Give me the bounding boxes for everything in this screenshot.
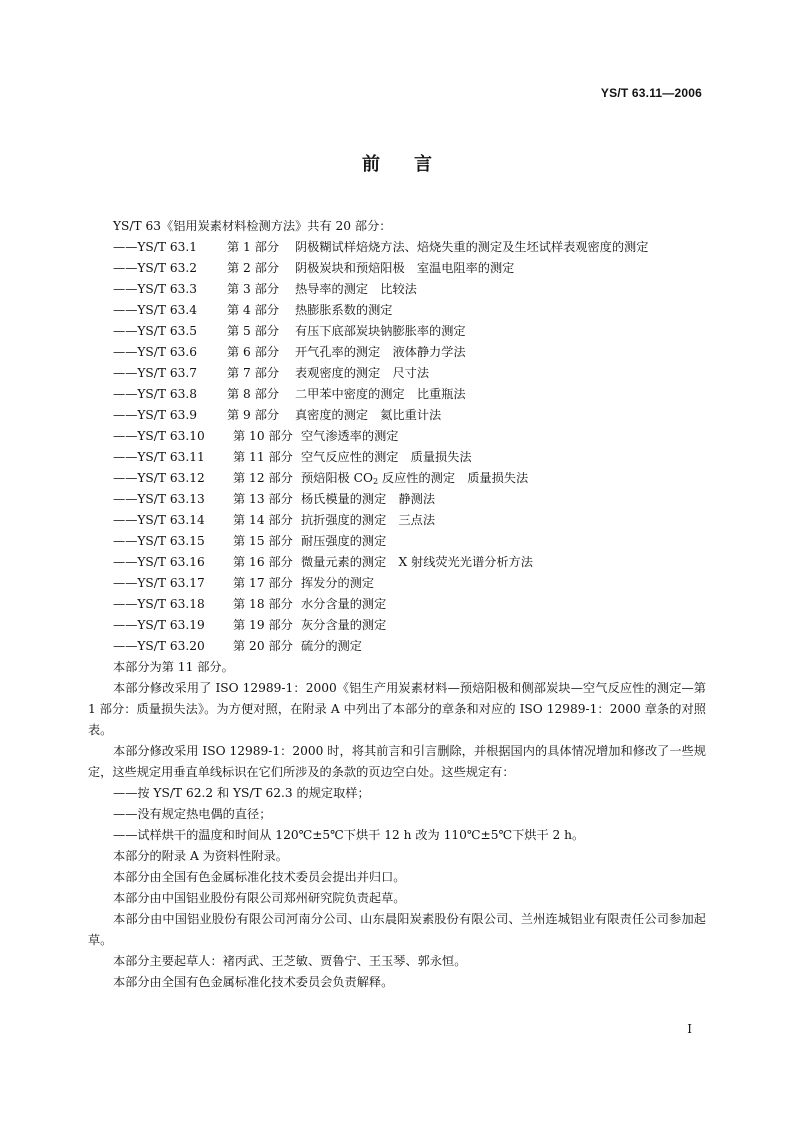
list-item	[88, 342, 706, 363]
part-number: 第 19 部分	[233, 618, 293, 632]
list-item	[88, 510, 706, 531]
part-title: 热导率的测定 比较法	[295, 282, 417, 296]
list-item	[88, 405, 706, 426]
part-code: ——YS/T 63.3	[113, 282, 198, 296]
part-title: 真密度的测定 氦比重计法	[295, 408, 442, 422]
part-number: 第 18 部分	[233, 597, 293, 611]
intro-paragraph: YS/T 63《铝用炭素材料检测方法》共有 20 部分：	[113, 219, 392, 233]
list-item	[88, 447, 706, 468]
standard-code: YS/T 63.11—2006	[600, 86, 702, 100]
part-code: ——YS/T 63.15	[113, 534, 205, 548]
page-number: I	[687, 1022, 692, 1036]
part-code: ——YS/T 63.11	[113, 450, 205, 464]
part-title: 水分含量的测定	[301, 597, 387, 611]
part-title: 阴极糊试样焙烧方法、焙烧失重的测定及生坯试样表观密度的测定	[295, 240, 649, 254]
list-item	[88, 552, 706, 573]
part-number: 第 2 部分	[227, 261, 280, 275]
part-code: ——YS/T 63.8	[113, 387, 198, 401]
part-title: 阴极炭块和预焙阳极 室温电阻率的测定	[295, 261, 515, 275]
paragraph: 本部分的附录 A 为资料性附录。	[113, 849, 288, 863]
list-item	[88, 594, 706, 615]
list-item	[88, 363, 706, 384]
part-number: 第 1 部分	[227, 240, 280, 254]
paragraph: 本部分由中国铝业股份有限公司河南分公司、山东晨阳炭素股份有限公司、兰州连城铝业有限责任公司参加起草。	[88, 912, 706, 947]
paragraph: 本部分为第 11 部分。	[113, 660, 234, 674]
part-code: ——YS/T 63.17	[113, 576, 205, 590]
paragraph: 本部分由中国铝业股份有限公司郑州研究院负责起草。	[113, 891, 406, 905]
list-item	[88, 636, 706, 657]
part-code: ——YS/T 63.19	[113, 618, 205, 632]
part-title: 空气反应性的测定 质量损失法	[301, 450, 472, 464]
part-number: 第 7 部分	[227, 366, 280, 380]
part-title-pre: 预焙阳极 CO	[301, 471, 373, 485]
list-item	[88, 426, 706, 447]
part-code: ——YS/T 63.20	[113, 639, 205, 653]
part-number: 第 11 部分	[233, 450, 293, 464]
part-number: 第 17 部分	[233, 576, 293, 590]
list-item	[88, 258, 706, 279]
part-number: 第 10 部分	[233, 429, 293, 443]
part-code: ——YS/T 63.5	[113, 324, 198, 338]
list-item	[88, 573, 706, 594]
part-number: 第 13 部分	[233, 492, 293, 506]
part-title: 挥发分的测定	[301, 576, 375, 590]
part-code: ——YS/T 63.9	[113, 408, 198, 422]
part-title: 热膨胀系数的测定	[295, 303, 393, 317]
part-title: 硫分的测定	[301, 639, 362, 653]
part-title: 灰分含量的测定	[301, 618, 387, 632]
list-item	[88, 489, 706, 510]
part-title: 耐压强度的测定	[301, 534, 387, 548]
list-item	[88, 279, 706, 300]
part-number: 第 16 部分	[233, 555, 293, 569]
part-number: 第 8 部分	[227, 387, 280, 401]
dash-item: ——没有规定热电偶的直径；	[113, 807, 272, 821]
part-code: ——YS/T 63.12	[113, 471, 205, 485]
part-title-post: 反应性的测定 质量损失法	[378, 471, 529, 485]
part-title: 抗折强度的测定 三点法	[301, 513, 436, 527]
part-code: ——YS/T 63.4	[113, 303, 198, 317]
part-number: 第 5 部分	[227, 324, 280, 338]
part-code: ——YS/T 63.2	[113, 261, 198, 275]
part-number: 第 15 部分	[233, 534, 293, 548]
part-code: ——YS/T 63.16	[113, 555, 205, 569]
list-item	[88, 531, 706, 552]
part-title: 开气孔率的测定 液体静力学法	[295, 345, 466, 359]
part-code: ——YS/T 63.6	[113, 345, 198, 359]
part-title: 空气渗透率的测定	[301, 429, 399, 443]
part-code: ——YS/T 63.10	[113, 429, 205, 443]
part-code: ——YS/T 63.13	[113, 492, 205, 506]
part-code: ——YS/T 63.18	[113, 597, 205, 611]
part-title: 表观密度的测定 尺寸法	[295, 366, 430, 380]
dash-item: ——试样烘干的温度和时间从 120℃±5℃下烘干 12 h 改为 110℃±5℃下烘干 2 h。	[113, 828, 585, 842]
subscript: 2	[372, 477, 379, 486]
list-item	[88, 615, 706, 636]
list-item	[88, 468, 706, 489]
part-number: 第 14 部分	[233, 513, 293, 527]
paragraph: 本部分修改采用了 ISO 12989-1：2000《铝生产用炭素材料—预焙阳极和侧部炭块—空气反应性的测定—第 1 部分：质量损失法》。为方便对照，在附录 A 中列出了本部分的章条和对应的 ISO 12989-1：2000 章条的对照表。	[88, 681, 706, 737]
part-number: 第 20 部分	[233, 639, 293, 653]
paragraph: 本部分主要起草人：褚丙武、王芝敏、贾鲁宁、王玉琴、郭永恒。	[113, 954, 467, 968]
part-title	[301, 468, 528, 489]
part-title: 二甲苯中密度的测定 比重瓶法	[295, 387, 466, 401]
part-code: ——YS/T 63.7	[113, 366, 198, 380]
dash-item: ——按 YS/T 62.2 和 YS/T 62.3 的规定取样；	[113, 786, 370, 800]
part-title: 有压下底部炭块钠膨胀率的测定	[295, 324, 466, 338]
part-number: 第 12 部分	[233, 471, 293, 485]
part-number: 第 3 部分	[227, 282, 280, 296]
paragraph: 本部分修改采用 ISO 12989-1：2000 时，将其前言和引言删除，并根据国内的具体情况增加和修改了一些规定，这些规定用垂直单线标识在它们所涉及的条款的页边空白处。这些规定有：	[88, 744, 706, 779]
part-number: 第 4 部分	[227, 303, 280, 317]
page-title: 前言	[362, 154, 466, 175]
document-body	[88, 216, 706, 993]
paragraph: 本部分由全国有色金属标准化技术委员会提出并归口。	[113, 870, 406, 884]
paragraph: 本部分由全国有色金属标准化技术委员会负责解释。	[113, 975, 394, 989]
part-number: 第 6 部分	[227, 345, 280, 359]
part-code: ——YS/T 63.1	[113, 240, 198, 254]
part-code: ——YS/T 63.14	[113, 513, 205, 527]
part-title: 杨氏模量的测定 静测法	[301, 492, 436, 506]
list-item	[88, 321, 706, 342]
part-title: 微量元素的测定 X 射线荧光光谱分析方法	[301, 555, 533, 569]
list-item	[88, 300, 706, 321]
part-number: 第 9 部分	[227, 408, 280, 422]
list-item	[88, 237, 706, 258]
parts-list	[88, 237, 706, 657]
list-item	[88, 384, 706, 405]
